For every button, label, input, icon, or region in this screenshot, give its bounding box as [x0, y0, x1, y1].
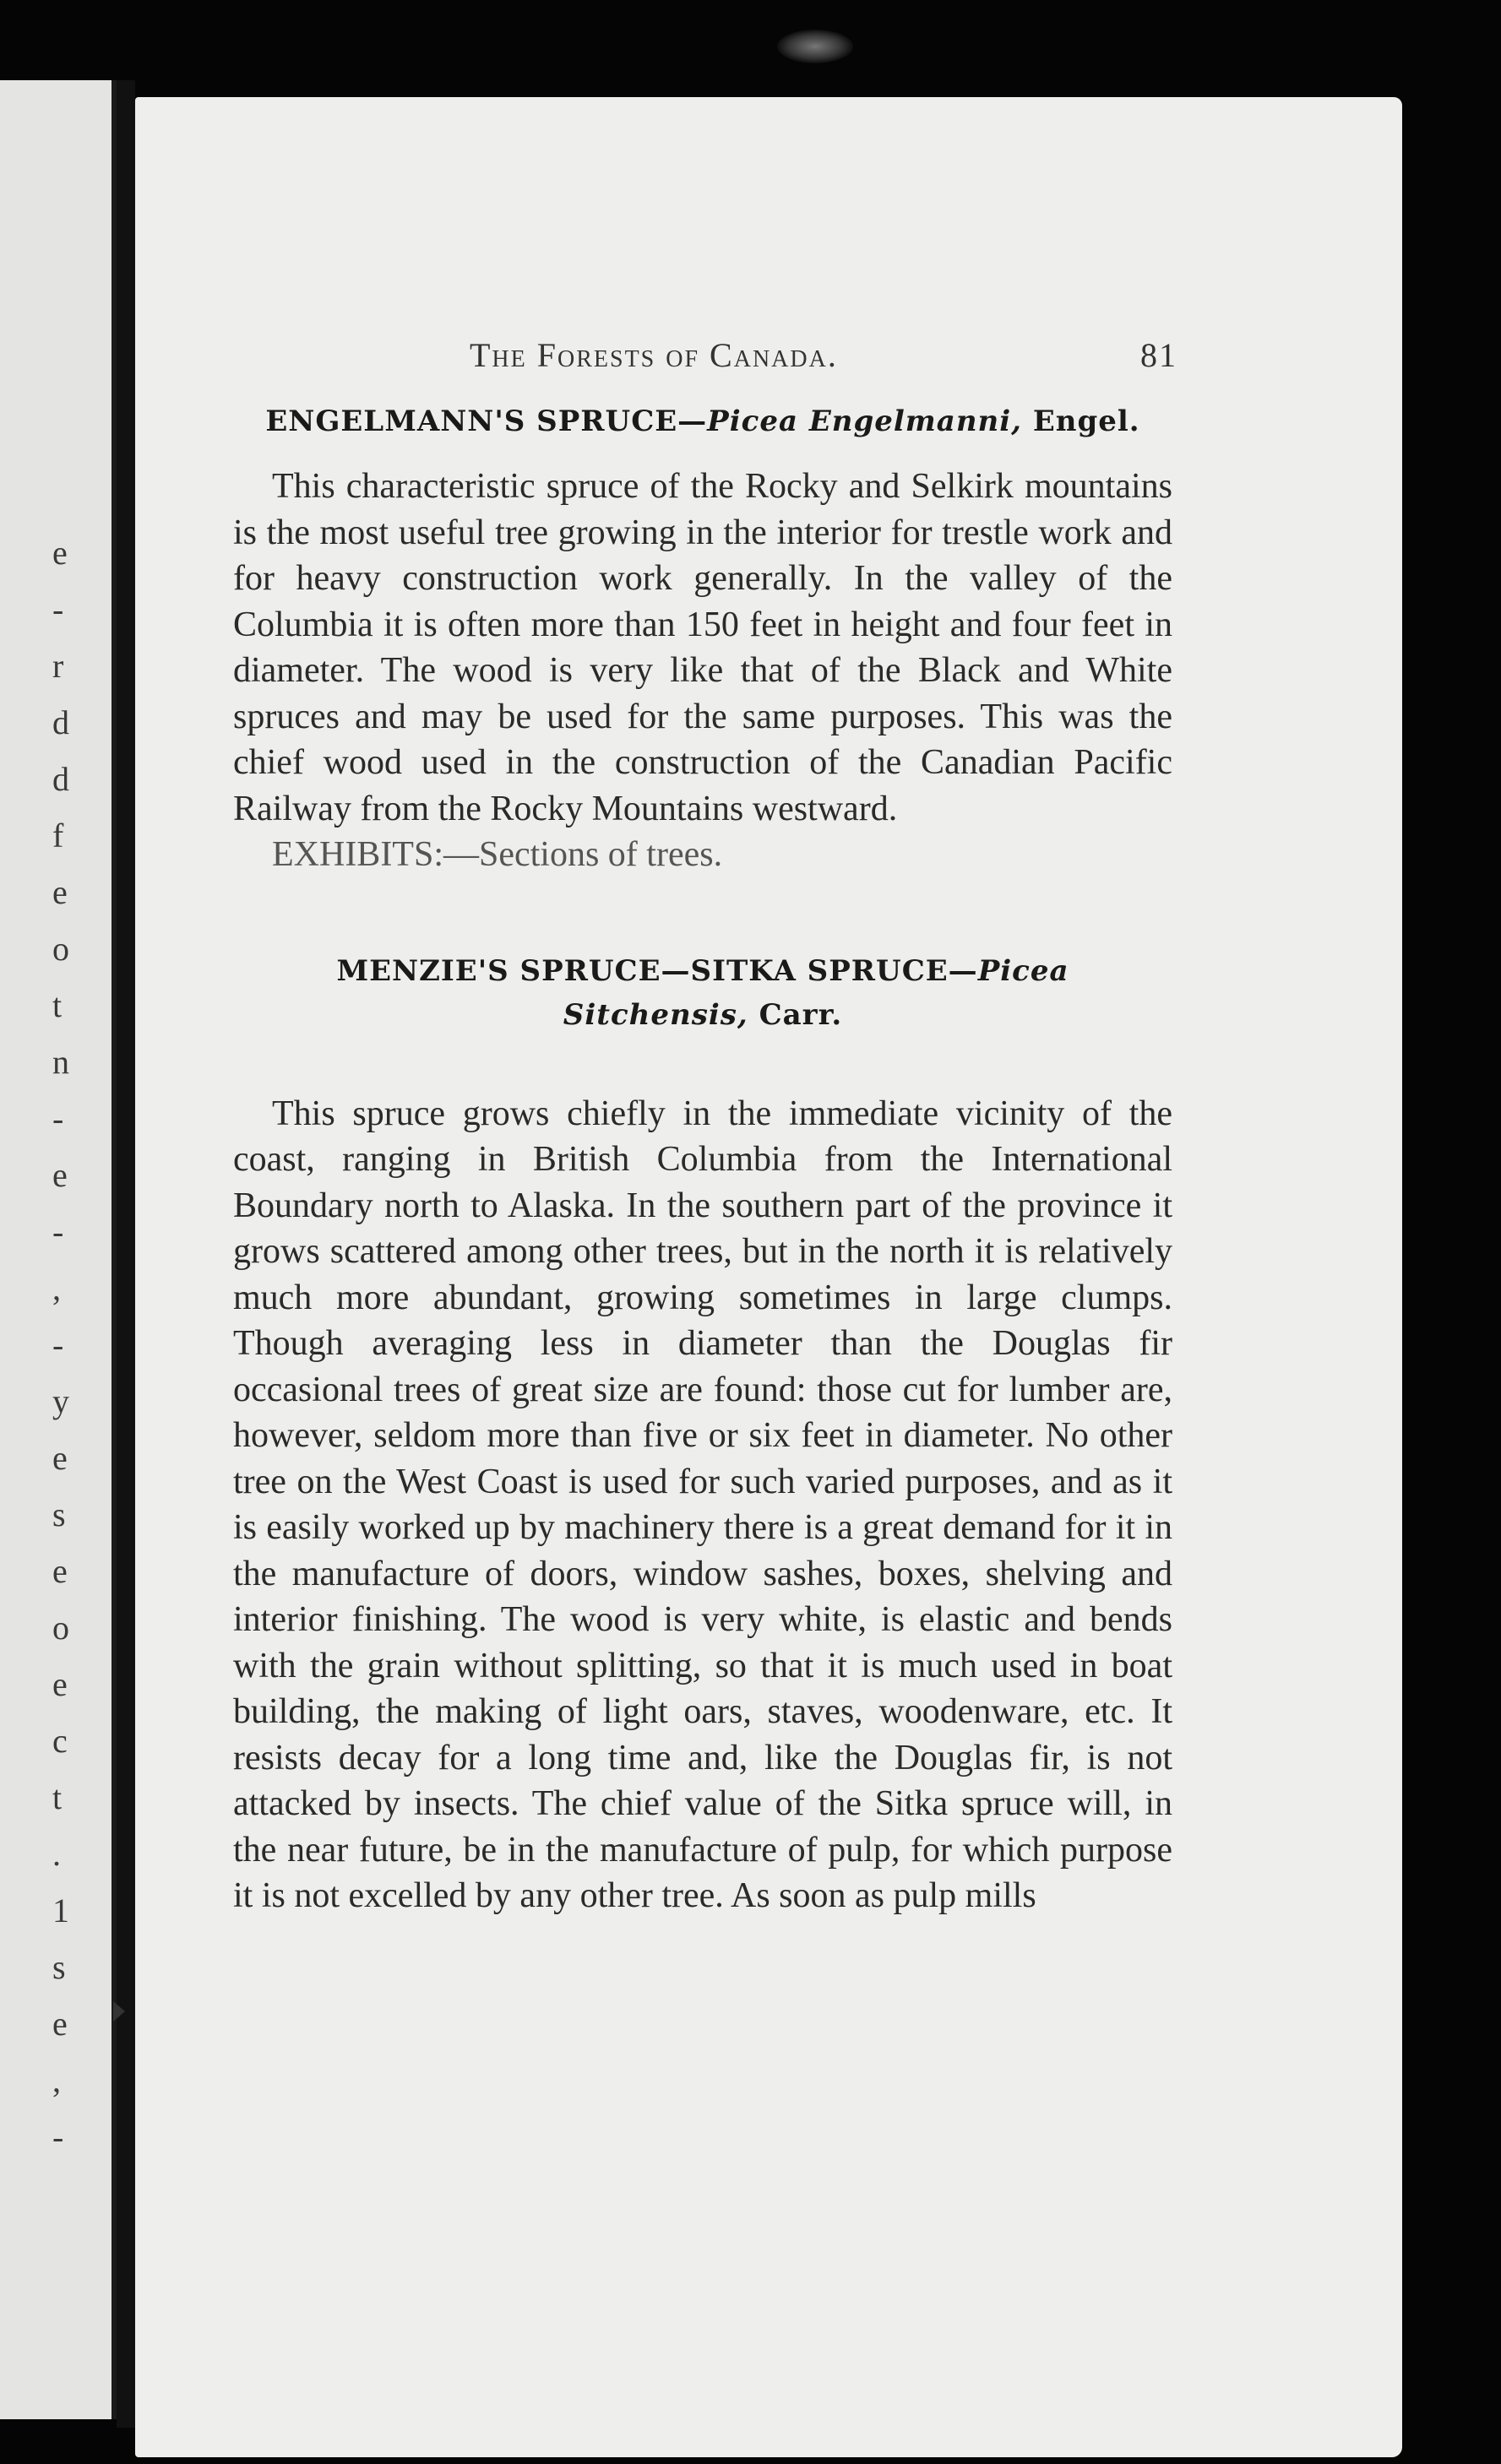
- left-page-fragment: e: [52, 1156, 68, 1194]
- left-page-fragment: e: [52, 873, 68, 911]
- section-heading-sitka: [233, 949, 1172, 1037]
- left-page-fragment: ,: [52, 2061, 61, 2099]
- left-page-fragment: -: [52, 2118, 64, 2156]
- heading-latin-genus: Picea: [977, 953, 1069, 988]
- left-page-fragment: e: [52, 534, 68, 572]
- heading-author: Carr.: [748, 997, 843, 1032]
- left-page-fragment: c: [52, 1722, 68, 1760]
- left-page-fragment: t: [52, 1778, 63, 1816]
- left-page-fragment: o: [52, 930, 69, 968]
- left-page-fragment: .: [52, 1835, 61, 1873]
- left-page-fragment: d: [52, 703, 69, 741]
- left-page-fragment: y: [52, 1382, 69, 1420]
- section-paragraph-sitka: This spruce grows chiefly in the immediate vicinity of the coast, ranging in British Columbia from the International Boundary north to Alaska. In the southern part of the province it grows scattered among other trees, but in the north it is relatively much more abundant, growing sometimes in large clumps. Though averaging less in diameter than the Douglas fir occasional trees of great size are found: those cut for lumber are, however, seldom more than five or six feet in diameter. No other tree on the West Coast is used for such varied purposes, and as it is easily worked up by machinery there is a great demand for it in the manufacture of doors, window sashes, boxes, shelving and interior finishing. The wood is very white, is elastic and bends with the grain without splitting, so that it is much used in boat building, the making of light oars, staves, woodenware, etc. It resists decay for a long time and, like the Douglas fir, is not attacked by insects. The chief value of the Sitka spruce will, in the near future, be in the manufacture of pulp, for which purpose it is not excelled by any other tree. As soon as pulp mills: [233, 1094, 1172, 1915]
- section-heading-engelmann: [233, 404, 1172, 438]
- book-page: [135, 97, 1402, 2457]
- heading-author: Engel.: [1022, 404, 1140, 438]
- left-page-fragment: -: [52, 1099, 64, 1137]
- heading-common-name: MENZIE'S SPRUCE—SITKA SPRUCE—: [336, 953, 978, 988]
- heading-common-name: ENGELMANN'S SPRUCE—: [265, 404, 708, 438]
- left-page-fragment: f: [52, 817, 64, 855]
- page-number: 81: [1140, 336, 1177, 374]
- left-page-fragment: o: [52, 1609, 69, 1647]
- left-page-fragment: r: [52, 647, 64, 685]
- section-paragraph-engelmann: This characteristic spruce of the Rocky and Selkirk mountains is the most useful tree growing in the interior for trestle work and for heavy construction work generally. In the valley of the Columbia it is often more than 150 feet in height and four feet in diameter. The wood is very like that of the Black and White spruces and may be used for the same purposes. This was the chief wood used in the construction of the Canadian Pacific Railway from the Rocky Mountains westward.: [233, 467, 1172, 828]
- left-page-fragment: -: [52, 1213, 64, 1251]
- left-page-fragment: n: [52, 1043, 69, 1081]
- heading-latin-species: Sitchensis,: [563, 997, 748, 1032]
- left-page-fragment: d: [52, 760, 69, 798]
- left-page-fragment: s: [52, 1948, 66, 1986]
- book-gutter: [117, 80, 135, 2428]
- left-page-fragment: e: [52, 1665, 68, 1703]
- left-page-fragment: e: [52, 2005, 68, 2043]
- left-page-edge: [0, 80, 117, 2419]
- left-page-fragment: e: [52, 1439, 68, 1477]
- page-marker-icon: [113, 2001, 125, 2022]
- scan-smudge: [777, 30, 853, 63]
- left-page-fragment: -: [52, 1326, 64, 1364]
- left-page-fragment: t: [52, 986, 63, 1024]
- page-content: [233, 335, 1177, 1919]
- left-page-fragment: -: [52, 590, 64, 628]
- heading-latin-name: Picea Engelmanni,: [707, 404, 1023, 438]
- left-page-fragment: s: [52, 1495, 66, 1533]
- left-page-fragment: e: [52, 1552, 68, 1590]
- running-title: The Forests of Canada.: [470, 336, 838, 374]
- exhibits-line: EXHIBITS:—Sections of trees.: [272, 835, 723, 874]
- left-page-fragment: 1: [52, 1891, 69, 1929]
- running-head: [233, 335, 1177, 386]
- left-page-fragment: ,: [52, 1269, 61, 1307]
